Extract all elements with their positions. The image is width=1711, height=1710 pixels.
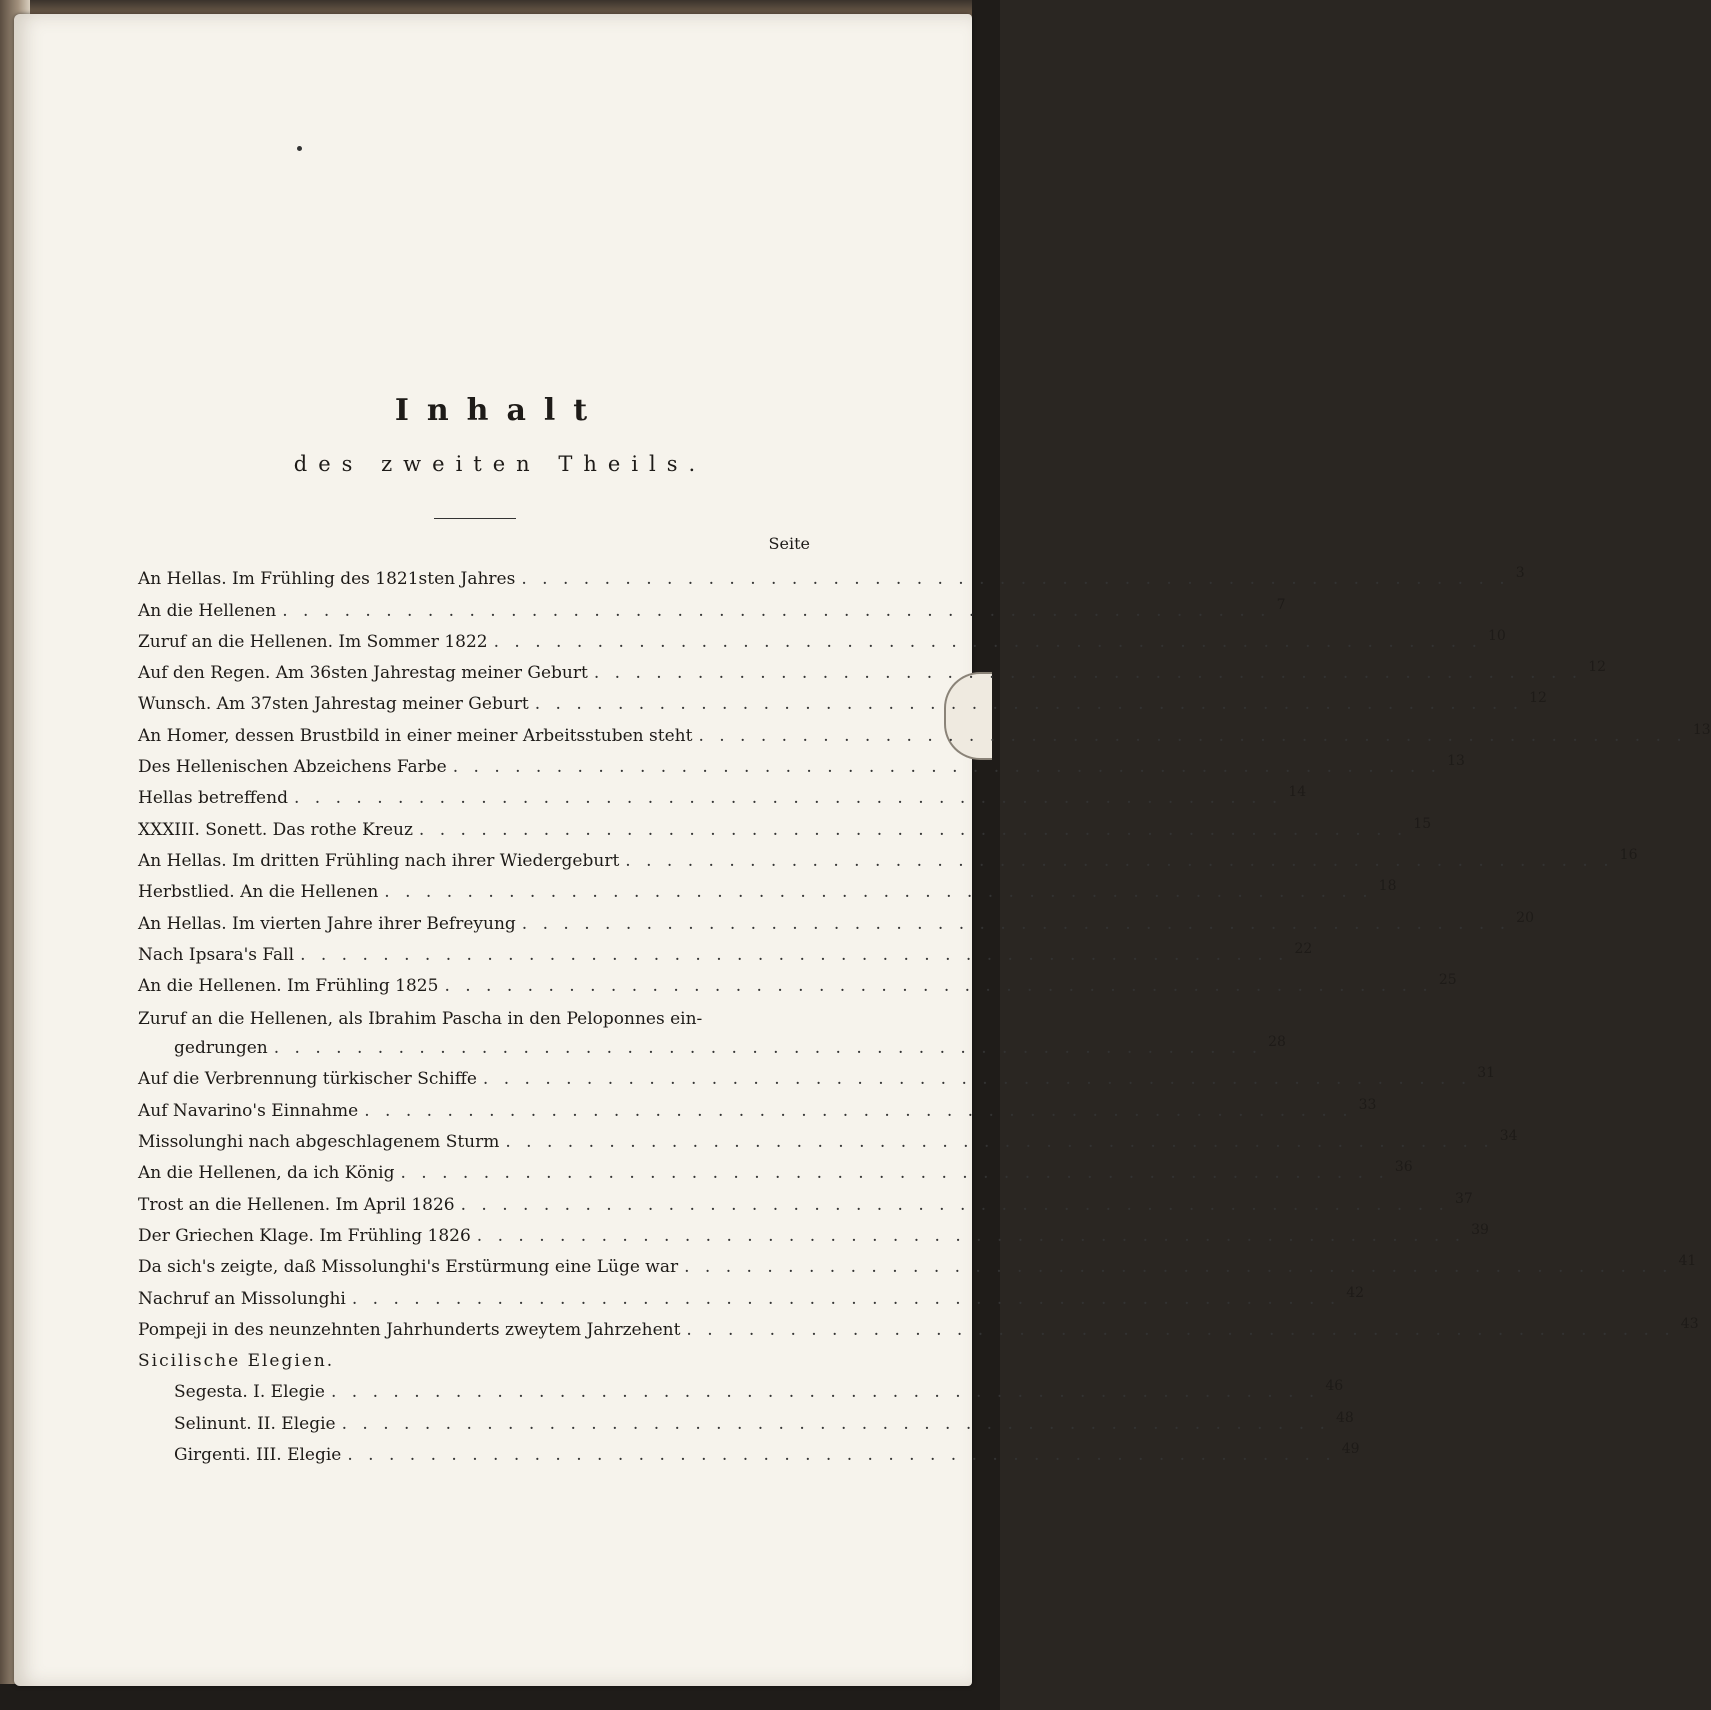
- dot-leader: . . . . . . . . . . . . . . . . . . . . . . . . . . . . . . . . . . . . . . . . . . . . . . . .: [684, 1257, 1673, 1278]
- dot-leader: . . . . . . . . . . . . . . . . . . . . . . . . . . . . . . . . . . . . . . . . . . . . . . . .: [364, 1100, 1353, 1121]
- toc-entry: [138, 1058, 1496, 1090]
- divider-rule: [434, 518, 516, 519]
- toc-entry-title: Selinunt. II. Elegie: [174, 1413, 336, 1434]
- toc-page-number: 13: [1692, 721, 1711, 738]
- toc-entry: [138, 871, 1397, 903]
- toc-entry-title: Auf den Regen. Am 36sten Jahrestag meiner Geburt: [138, 663, 588, 684]
- toc-page-number: 34: [1499, 1128, 1518, 1145]
- toc-page-number: 25: [1438, 972, 1457, 989]
- toc-entry: [138, 746, 1465, 778]
- dot-leader: . . . . . . . . . . . . . . . . . . . . . . . . . . . . . . . . . . . . . . . . . . . . . . . .: [330, 1382, 1320, 1403]
- dot-leader: . . . . . . . . . . . . . . . . . . . . . . . . . . . . . . . . . . . . . . . . . . . . . . . .: [351, 1288, 1341, 1309]
- toc-entry: [138, 621, 1506, 652]
- page-tab-notch: [944, 672, 992, 760]
- dot-leader: . . . . . . . . . . . . . . . . . . . . . . . . . . . . . . . . . . . . . . . . . . . . . . . .: [452, 757, 1442, 778]
- toc-entry: [138, 1121, 1518, 1153]
- toc-entry-title: XXXIII. Sonett. Das rothe Kreuz: [138, 819, 413, 840]
- toc-entry-title: Da sich's zeigte, daß Missolunghi's Erstürmung eine Lüge war: [138, 1257, 679, 1278]
- dot-leader: . . . . . . . . . . . . . . . . . . . . . . . . . . . . . . . . . . . . . . . . . . . . . . . .: [418, 819, 1408, 840]
- toc-page-number: 46: [1325, 1378, 1344, 1395]
- toc-entry-title: Der Griechen Klage. Im Frühling 1826: [138, 1225, 471, 1246]
- dot-leader: . . . . . . . . . . . . . . . . . . . . . . . . . . . . . . . . . . . . . . . . . . . . . . . .: [300, 944, 1289, 965]
- toc-page-number: 13: [1447, 753, 1465, 770]
- toc-entry-title: Sicilische Elegien.: [138, 1351, 335, 1372]
- dot-leader: . . . . . . . . . . . . . . . . . . . . . . . . . . . . . . . . . . . . . . . . . . . . . . . .: [521, 913, 1511, 934]
- toc-entry-title: Zuruf an die Hellenen, als Ibrahim Pascha in den Peloponnes ein-: [138, 1009, 703, 1030]
- toc-entry: [138, 1246, 1697, 1278]
- toc-entry-title: Zuruf an die Hellenen. Im Sommer 1822: [138, 631, 488, 652]
- toc-entry: [138, 777, 1307, 809]
- toc-entry: [138, 1277, 1365, 1309]
- toc-entry: [138, 1215, 1489, 1246]
- toc-entry-title: Trost an die Hellenen. Im April 1826: [138, 1194, 455, 1215]
- toc-entry-title: Auf die Verbrennung türkischer Schiffe: [138, 1069, 477, 1090]
- toc-page-number: 28: [1268, 1034, 1286, 1051]
- dot-leader: . . . . . . . . . . . . . . . . . . . . . . . . . . . . . . . . . . . . . . . . . . . . . . . .: [698, 725, 1687, 746]
- toc-page-number: 18: [1378, 878, 1397, 895]
- toc-entry: [138, 1309, 1699, 1340]
- dot-leader: . . . . . . . . . . . . . . . . . . . . . . . . . . . . . . . . . . . . . . . . . . . . . . . .: [293, 788, 1283, 809]
- toc-entry-title: An Hellas. Im Frühling des 1821sten Jahres: [138, 569, 516, 590]
- toc-entry-title: Hellas betreffend: [138, 788, 288, 809]
- toc-entry-title: An die Hellenen. Im Frühling 1825: [138, 976, 439, 997]
- toc-entry-title: Herbstlied. An die Hellenen: [138, 882, 379, 903]
- toc-entry-title: Missolunghi nach abgeschlagenem Sturm: [138, 1132, 500, 1153]
- toc-entry-title: Nach Ipsara's Fall: [138, 944, 295, 965]
- toc-entry-title: Girgenti. III. Elegie: [174, 1445, 342, 1466]
- toc-page-number: 31: [1477, 1065, 1496, 1082]
- dot-leader: . . . . . . . . . . . . . . . . . . . . . . . . . . . . . . . . . . . . . . . . . . . . . . . .: [625, 850, 1614, 871]
- dot-leader: . . . . . . . . . . . . . . . . . . . . . . . . . . . . . . . . . . . . . . . . . . . . . . . .: [686, 1319, 1675, 1340]
- toc-entry-title: gedrungen: [174, 1038, 268, 1059]
- toc-entry-title: Wunsch. Am 37sten Jahrestag meiner Geburt: [138, 694, 529, 715]
- toc-entry: [138, 714, 1711, 746]
- toc-page-number: 33: [1358, 1096, 1377, 1113]
- toc-entry-title: Des Hellenischen Abzeichens Farbe: [138, 757, 447, 778]
- toc-entry: [138, 1340, 810, 1371]
- toc-entry: [138, 996, 810, 1029]
- toc-entry: [138, 1183, 1473, 1215]
- page-title: Inhalt: [394, 393, 606, 428]
- dot-leader: . . . . . . . . . . . . . . . . . . . . . . . . . . . . . . . . . . . . . . . . . . . . . . . .: [384, 882, 1373, 903]
- toc-page-number: 22: [1294, 940, 1313, 957]
- table-of-contents: [138, 558, 1711, 1466]
- toc-entry: [138, 1089, 1377, 1121]
- toc-entry: [138, 902, 1534, 934]
- page-subtitle: des zweiten Theils.: [293, 452, 707, 476]
- background-bottom: [0, 1684, 1000, 1710]
- toc-page-number: 39: [1471, 1221, 1489, 1238]
- toc-page-number: 15: [1413, 815, 1432, 832]
- toc-page-number: 49: [1341, 1441, 1360, 1458]
- toc-entry: [138, 683, 1547, 715]
- toc-page-number: 41: [1678, 1253, 1697, 1270]
- dot-leader: . . . . . . . . . . . . . . . . . . . . . . . . . . . . . . . . . . . . . . . . . . . . . . . .: [534, 694, 1524, 715]
- toc-entry: [138, 1402, 1354, 1434]
- toc-entry: [138, 1152, 1413, 1184]
- toc-entry: [138, 1029, 1286, 1059]
- dot-leader: . . . . . . . . . . . . . . . . . . . . . . . . . . . . . . . . . . . . . . . . . . . . . . . .: [476, 1225, 1466, 1246]
- toc-entry: [138, 808, 1432, 840]
- toc-entry-title: An Hellas. Im vierten Jahre ihrer Befreyung: [138, 913, 516, 934]
- toc-page-number: 16: [1619, 846, 1638, 863]
- toc-entry-title: Pompeji in des neunzehnten Jahrhunderts zweytem Jahrzehent: [138, 1319, 681, 1340]
- dot-leader: . . . . . . . . . . . . . . . . . . . . . . . . . . . . . . . . . . . . . . . . . . . . . . . .: [482, 1069, 1472, 1090]
- toc-entry-title: An Hellas. Im dritten Frühling nach ihrer Wiedergeburt: [138, 850, 620, 871]
- toc-page-number: 36: [1394, 1159, 1413, 1176]
- toc-entry-title: An Homer, dessen Brustbild in einer meiner Arbeitsstuben steht: [138, 725, 693, 746]
- toc-entry: [138, 1371, 1344, 1403]
- toc-entry-title: An die Hellenen: [138, 600, 277, 621]
- dot-leader: . . . . . . . . . . . . . . . . . . . . . . . . . . . . . . . . . . . . . . . . . . . . . . . .: [282, 600, 1271, 621]
- toc-entry-title: Auf Navarino's Einnahme: [138, 1100, 359, 1121]
- toc-page-number: 12: [1529, 690, 1547, 707]
- page-column-label: Seite: [768, 534, 810, 553]
- toc-page-number: 3: [1515, 565, 1525, 582]
- toc-page-number: 43: [1680, 1315, 1699, 1332]
- toc-page-number: 37: [1454, 1190, 1473, 1207]
- toc-entry: [138, 589, 1286, 621]
- toc-entry: [138, 965, 1457, 997]
- ink-dot: [297, 146, 302, 151]
- dot-leader: . . . . . . . . . . . . . . . . . . . . . . . . . . . . . . . . . . . . . . . . . . . . . . . .: [444, 976, 1433, 997]
- toc-page-number: 48: [1335, 1409, 1354, 1426]
- toc-page-number: 20: [1516, 909, 1534, 926]
- toc-entry: [138, 934, 1313, 965]
- dot-leader: . . . . . . . . . . . . . . . . . . . . . . . . . . . . . . . . . . . . . . . . . . . . . . . .: [593, 663, 1583, 684]
- toc-entry: [138, 558, 1525, 590]
- toc-page-number: 12: [1588, 659, 1607, 676]
- toc-entry: [138, 652, 1607, 684]
- dot-leader: . . . . . . . . . . . . . . . . . . . . . . . . . . . . . . . . . . . . . . . . . . . . . . . .: [341, 1413, 1330, 1434]
- toc-entry-title: An die Hellenen, da ich König: [138, 1163, 395, 1184]
- toc-page-number: 7: [1276, 596, 1286, 613]
- dot-leader: . . . . . . . . . . . . . . . . . . . . . . . . . . . . . . . . . . . . . . . . . . . . . . . .: [347, 1445, 1336, 1466]
- toc-entry-title: Nachruf an Missolunghi: [138, 1288, 346, 1309]
- toc-page-number: 14: [1288, 784, 1307, 801]
- dot-leader: . . . . . . . . . . . . . . . . . . . . . . . . . . . . . . . . . . . . . . . . . . . . . . . .: [460, 1194, 1449, 1215]
- dot-leader: . . . . . . . . . . . . . . . . . . . . . . . . . . . . . . . . . . . . . . . . . . . . . . . .: [273, 1038, 1263, 1059]
- toc-entry: [138, 840, 1638, 871]
- toc-entry: [138, 1434, 1360, 1466]
- toc-page-number: 42: [1346, 1284, 1365, 1301]
- toc-page-number: 10: [1487, 627, 1506, 644]
- dot-leader: . . . . . . . . . . . . . . . . . . . . . . . . . . . . . . . . . . . . . . . . . . . . . . . .: [521, 569, 1510, 590]
- toc-entry-title: Segesta. I. Elegie: [174, 1382, 325, 1403]
- dot-leader: . . . . . . . . . . . . . . . . . . . . . . . . . . . . . . . . . . . . . . . . . . . . . . . .: [400, 1163, 1389, 1184]
- dot-leader: . . . . . . . . . . . . . . . . . . . . . . . . . . . . . . . . . . . . . . . . . . . . . . . .: [505, 1132, 1494, 1153]
- dot-leader: . . . . . . . . . . . . . . . . . . . . . . . . . . . . . . . . . . . . . . . . . . . . . . . .: [493, 631, 1482, 652]
